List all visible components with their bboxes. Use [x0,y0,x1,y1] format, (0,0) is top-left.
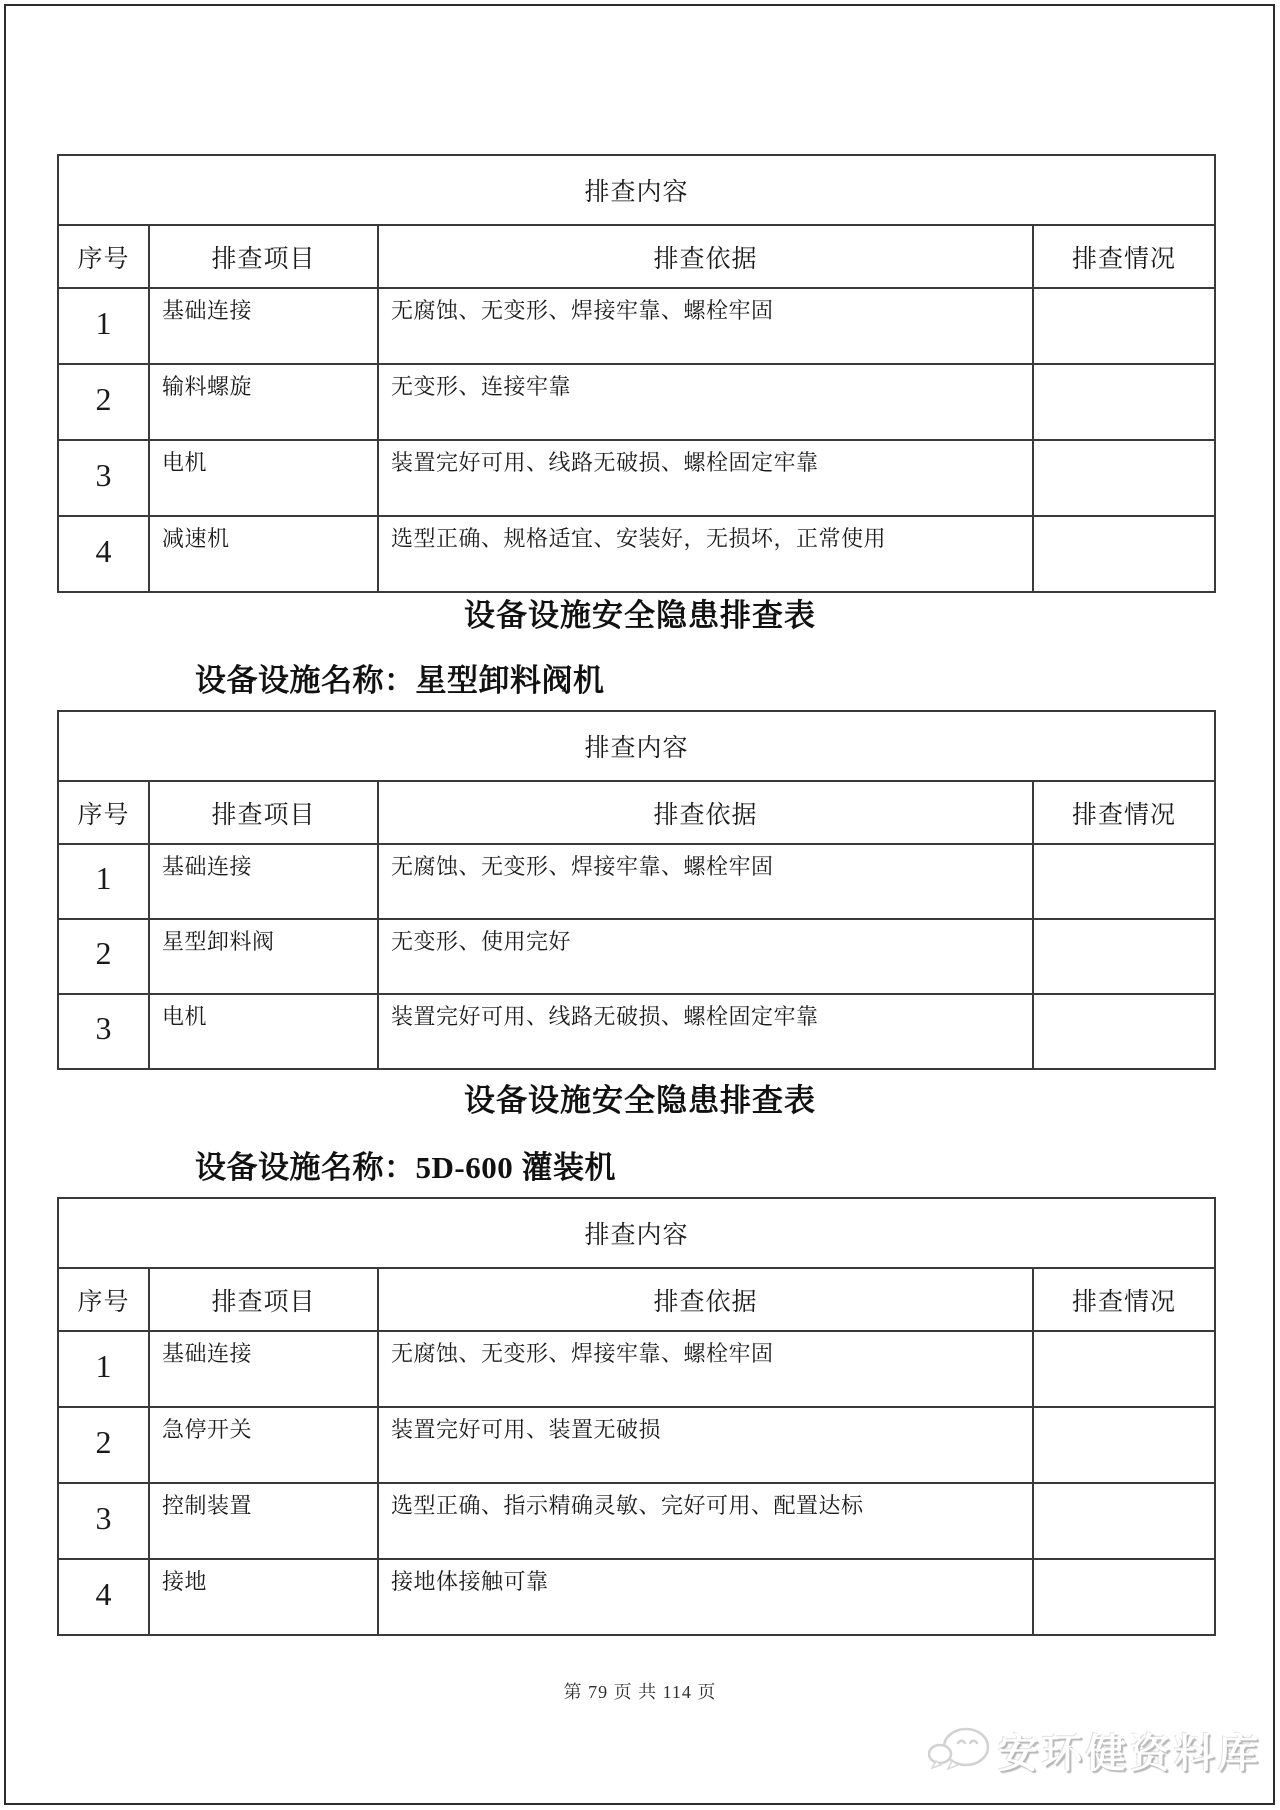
inspection-table-section-1 [57,154,1214,593]
equipment-name-3: 设备设施名称：5D-600 灌装机 [195,1150,616,1185]
inspection-status [1033,516,1215,592]
inspection-basis: 接地体接触可靠 [378,1559,1033,1635]
inspection-basis: 无腐蚀、无变形、焊接牢靠、螺栓牢固 [378,288,1033,364]
inspection-basis: 无变形、连接牢靠 [378,364,1033,440]
inspection-item: 急停开关 [149,1407,378,1483]
inspection-item: 接地 [149,1559,378,1635]
table-caption: 排查内容 [58,155,1215,225]
inspection-status [1033,1559,1215,1635]
inspection-status [1033,1331,1215,1407]
inspection-status [1033,288,1215,364]
table-row [58,1559,1215,1635]
table-row [58,844,1215,919]
row-number: 4 [58,516,149,592]
inspection-basis: 无腐蚀、无变形、焊接牢靠、螺栓牢固 [378,1331,1033,1407]
inspection-item: 输料螺旋 [149,364,378,440]
row-number: 1 [58,1331,149,1407]
table-header-row [58,1268,1215,1331]
inspection-item: 基础连接 [149,844,378,919]
inspection-basis: 装置完好可用、线路无破损、螺栓固定牢靠 [378,440,1033,516]
inspection-status [1033,440,1215,516]
row-number: 2 [58,364,149,440]
row-number: 3 [58,440,149,516]
column-header-1: 序号 [58,781,149,844]
watermark-text: 安环健资料库 [998,1731,1262,1776]
row-number: 4 [58,1559,149,1635]
report-table-title-3: 设备设施安全隐患排查表 [464,1083,816,1118]
inspection-status [1033,1407,1215,1483]
column-header-4: 排查情况 [1033,225,1215,288]
row-number: 3 [58,994,149,1069]
table-row [58,440,1215,516]
inspection-item: 基础连接 [149,1331,378,1407]
table-row [58,1407,1215,1483]
chat-bubbles-icon [928,1727,990,1775]
table-caption-row [58,1198,1215,1268]
column-header-3: 排查依据 [378,781,1033,844]
inspection-table-section-2 [57,710,1214,1070]
inspection-basis: 选型正确、规格适宜、安装好，无损坏，正常使用 [378,516,1033,592]
column-header-2: 排查项目 [149,1268,378,1331]
row-number: 2 [58,1407,149,1483]
table-row [58,288,1215,364]
row-number: 3 [58,1483,149,1559]
inspection-basis: 选型正确、指示精确灵敏、完好可用、配置达标 [378,1483,1033,1559]
inspection-table-2 [57,710,1216,1070]
watermark [928,1722,1262,1779]
row-number: 1 [58,844,149,919]
inspection-status [1033,844,1215,919]
column-header-4: 排查情况 [1033,781,1215,844]
column-header-3: 排查依据 [378,1268,1033,1331]
column-header-4: 排查情况 [1033,1268,1215,1331]
inspection-status [1033,919,1215,994]
inspection-basis: 装置完好可用、线路无破损、螺栓固定牢靠 [378,994,1033,1069]
table-header-row [58,781,1215,844]
table-row [58,1331,1215,1407]
column-header-2: 排查项目 [149,781,378,844]
page-number: 第 79 页 共 114 页 [563,1682,717,1702]
inspection-item: 电机 [149,994,378,1069]
row-number: 2 [58,919,149,994]
equipment-name-2: 设备设施名称：星型卸料阀机 [195,663,605,698]
table-caption-row [58,711,1215,781]
column-header-1: 序号 [58,1268,149,1331]
inspection-item: 减速机 [149,516,378,592]
table-caption-row [58,155,1215,225]
report-table-title-2: 设备设施安全隐患排查表 [464,598,816,633]
table-row [58,919,1215,994]
inspection-item: 基础连接 [149,288,378,364]
inspection-item: 星型卸料阀 [149,919,378,994]
inspection-table-section-3 [57,1197,1214,1636]
inspection-table-1 [57,154,1216,593]
inspection-status [1033,994,1215,1069]
table-caption: 排查内容 [58,1198,1215,1268]
table-row [58,1483,1215,1559]
inspection-basis: 无变形、使用完好 [378,919,1033,994]
inspection-item: 电机 [149,440,378,516]
inspection-item: 控制装置 [149,1483,378,1559]
column-header-3: 排查依据 [378,225,1033,288]
column-header-1: 序号 [58,225,149,288]
column-header-2: 排查项目 [149,225,378,288]
table-row [58,994,1215,1069]
inspection-basis: 装置完好可用、装置无破损 [378,1407,1033,1483]
table-row [58,364,1215,440]
table-row [58,516,1215,592]
inspection-status [1033,364,1215,440]
row-number: 1 [58,288,149,364]
table-caption: 排查内容 [58,711,1215,781]
inspection-status [1033,1483,1215,1559]
table-header-row [58,225,1215,288]
inspection-table-3 [57,1197,1216,1636]
inspection-basis: 无腐蚀、无变形、焊接牢靠、螺栓牢固 [378,844,1033,919]
